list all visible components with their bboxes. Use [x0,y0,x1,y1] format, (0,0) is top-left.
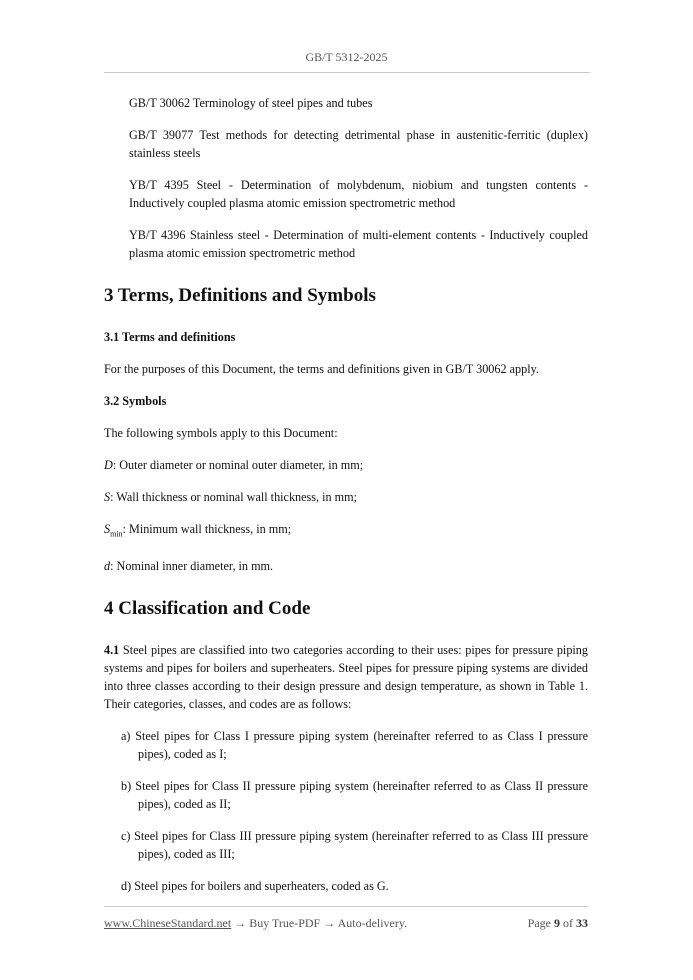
list-item: b) Steel pipes for Class II pressure piping system (hereinafter referred to as Class II pressure pipes), coded as II; [121,779,588,812]
symbols-intro: The following symbols apply to this Document: [104,426,338,440]
reference-item: YB/T 4395 Steel - Determination of molybdenum, niobium and tungsten contents - Inductively coupled plasma atomic emission spectrometric method [129,178,588,210]
of-label: of [563,916,573,930]
symbol: d [104,559,111,574]
clause-number: 4.1 [104,643,120,658]
page-footer [104,916,588,931]
header-divider [104,72,590,73]
reference-item: GB/T 30062 Terminology of steel pipes and tubes [129,96,373,110]
clause-4-1 [104,641,588,713]
site-link[interactable]: www.ChineseStandard.net [104,916,232,930]
list-item: d) Steel pipes for boilers and superheaters, coded as G. [121,879,389,894]
symbol: D [104,458,113,472]
page-body [104,94,588,909]
subsection-3-2-heading: 3.2 Symbols [104,394,167,408]
symbol: S [104,522,111,536]
symbol-description: : Wall thickness or nominal wall thickness, in mm; [110,490,358,504]
reference-item: GB/T 39077 Test methods for detecting detrimental phase in austenitic-ferritic (duplex) stainless steels [129,128,588,160]
page-number: 9 [554,916,560,930]
section-4-heading: 4 Classification and Code [104,598,311,620]
running-header: GB/T 5312-2025 [305,50,388,64]
symbol-description: : Minimum wall thickness, in mm; [122,522,292,536]
symbol-description: : Outer diameter or nominal outer diameter, in mm; [112,458,364,472]
section-3-heading: 3 Terms, Definitions and Symbols [104,285,376,306]
symbol-definition [104,557,588,575]
symbol-subscript: min [110,529,123,539]
page-indicator [528,916,588,931]
page-total: 33 [576,916,588,930]
footer-divider [104,906,588,907]
subsection-3-1-heading: 3.1 Terms and definitions [104,330,236,344]
subsection-3-1-text: For the purposes of this Document, the terms and definitions given in GB/T 30062 apply. [104,362,539,376]
list-item: a) Steel pipes for Class I pressure piping system (hereinafter referred to as Class I pressure pipes), coded as I; [121,729,588,762]
reference-item: YB/T 4396 Stainless steel - Determination of multi-element contents - Inductively coupled plasma atomic emission spectrometric method [129,228,588,260]
page-label: Page [527,916,551,930]
clause-text: Steel pipes are classified into two categories according to their uses: pipes for pressure piping systems and pipes for boilers and superheaters. Steel pipes for pressure piping systems are divided into three classes according to their design pressure and design temperature, as shown in Table 1. Their categories, classes, and codes are as follows: [104,643,588,712]
symbol-definition [104,488,588,506]
list-item: c) Steel pipes for Class III pressure piping system (hereinafter referred to as Class III pressure pipes), coded as III; [121,829,588,862]
footer-tagline: → Buy True-PDF → Auto-delivery. [231,916,408,930]
symbol: S [104,490,111,504]
symbol-definition [104,456,588,474]
symbol-description: : Nominal inner diameter, in mm. [110,559,274,574]
symbol-definition [104,520,588,543]
